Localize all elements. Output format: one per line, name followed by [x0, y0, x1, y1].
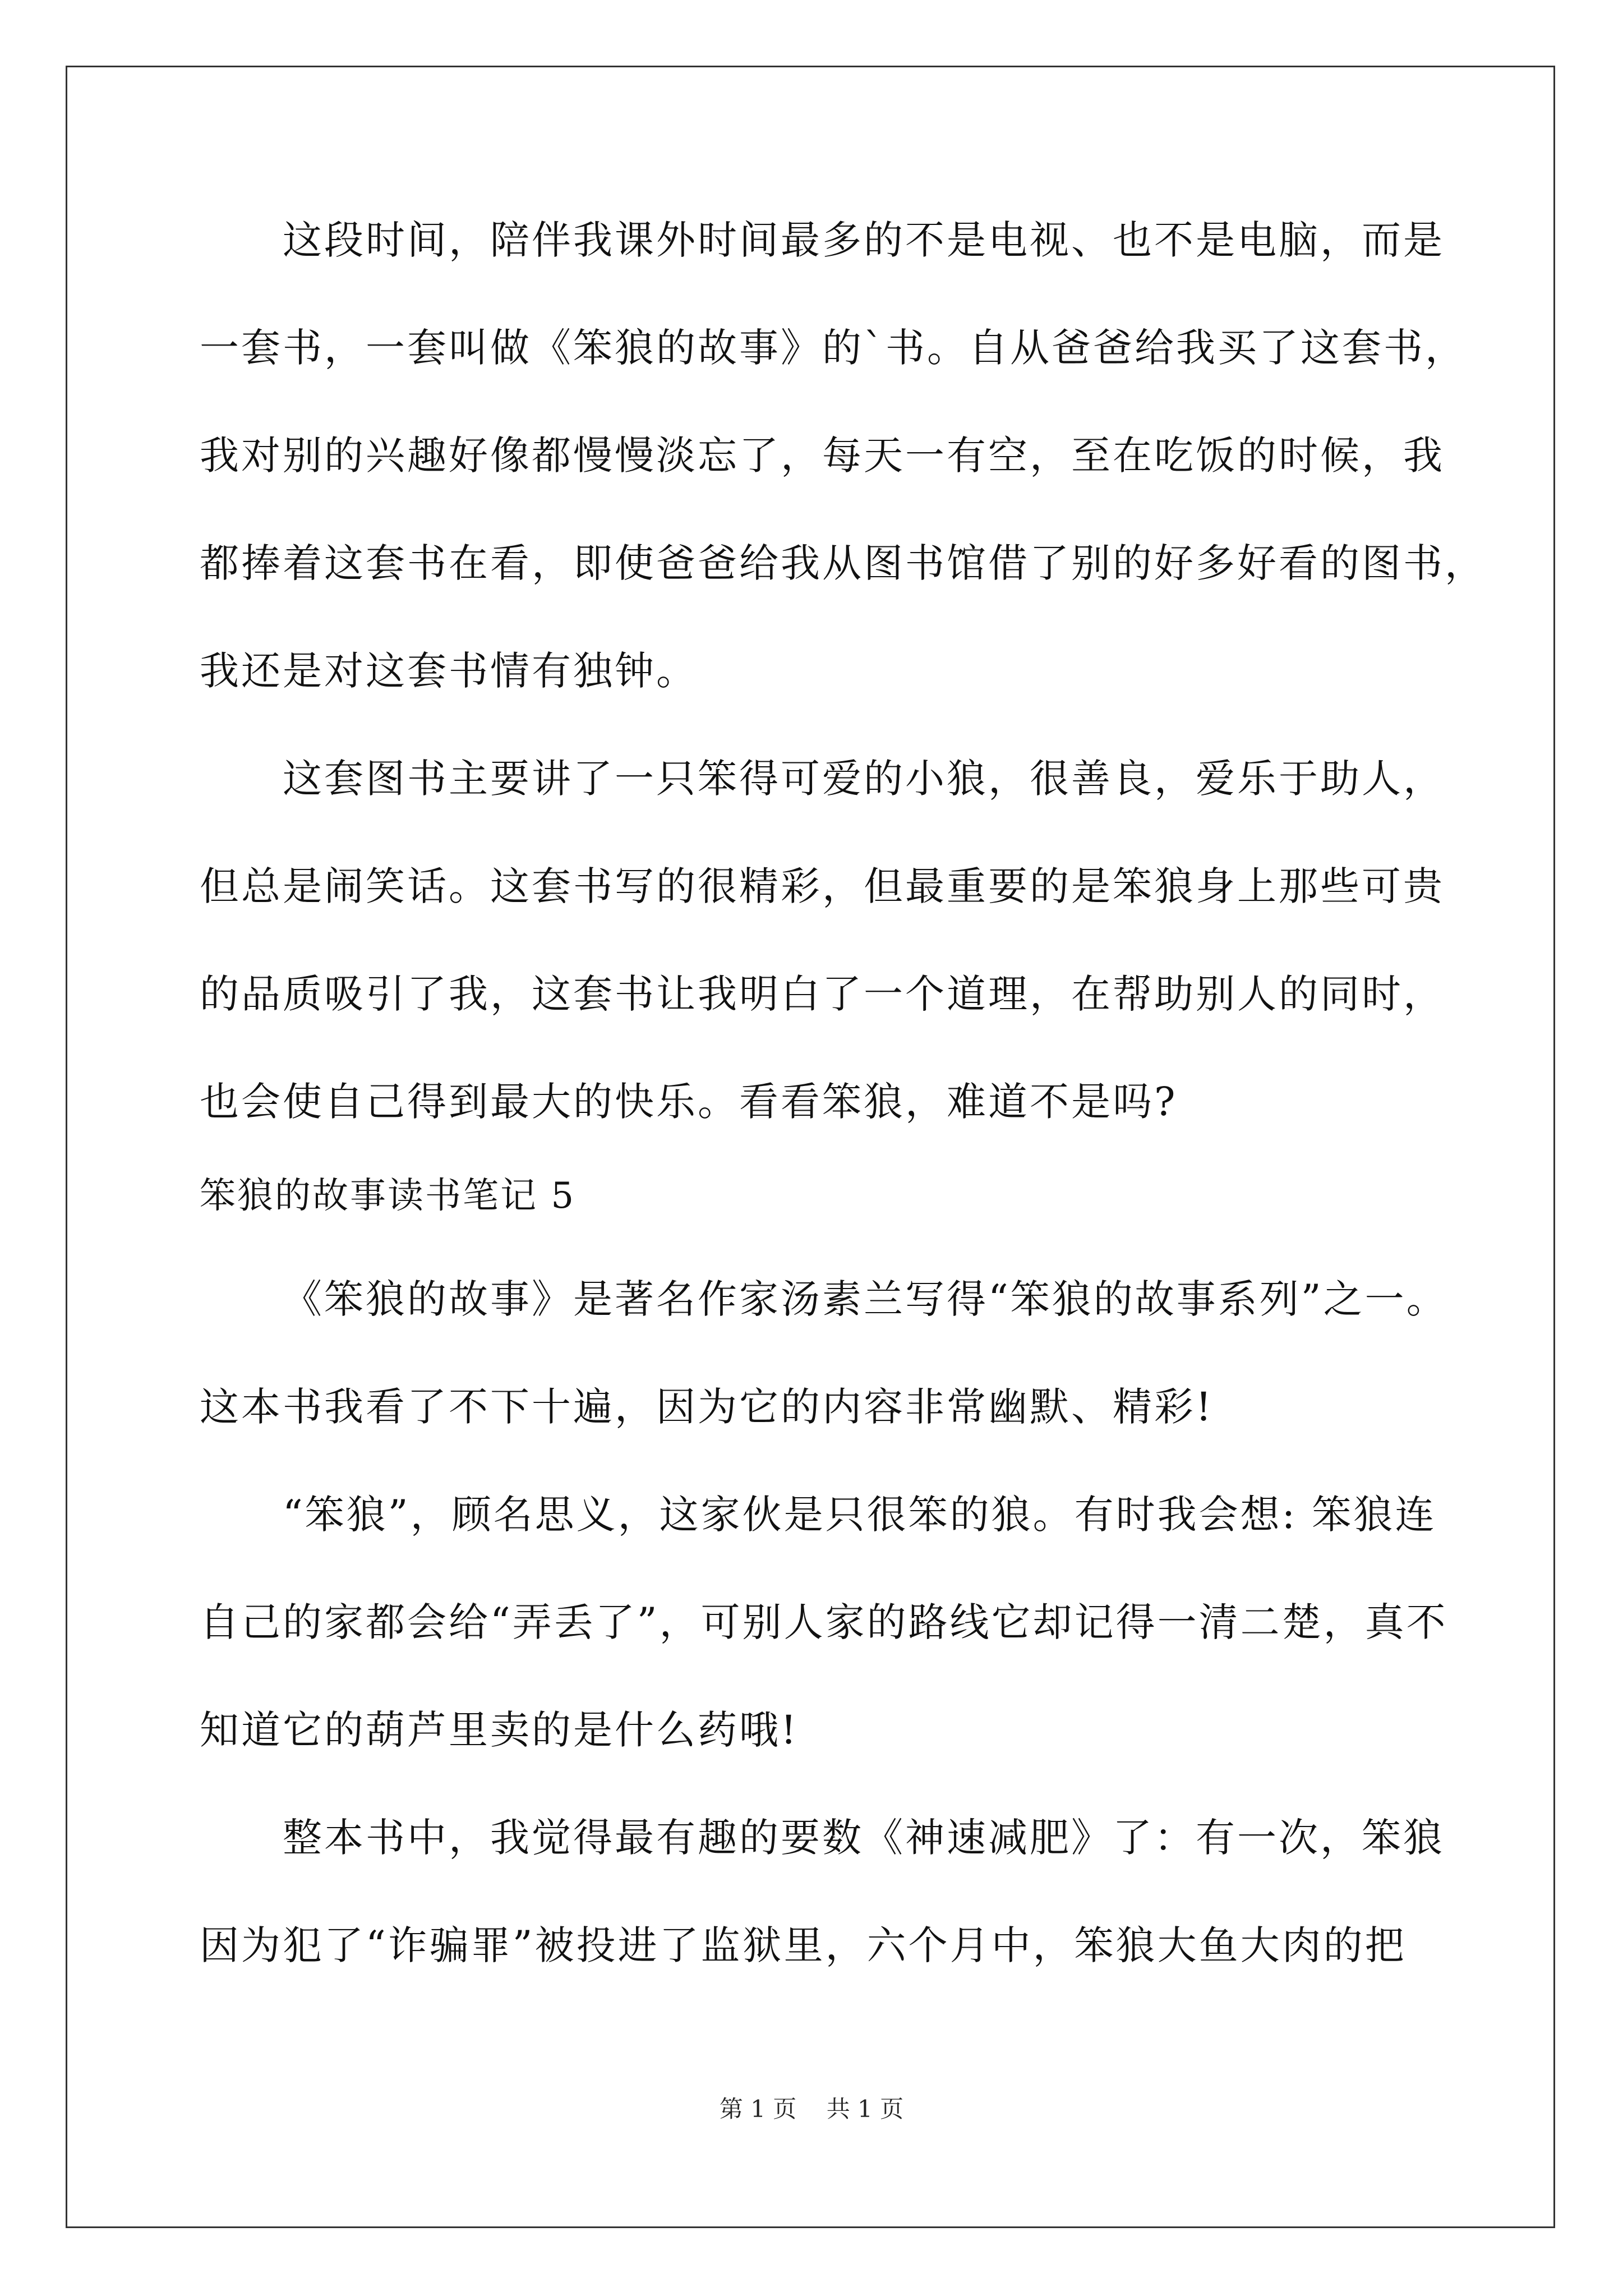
paragraph-line: 这套图书主要讲了一只笨得可爱的小狼，很善良，爱乐于助人，: [283, 756, 1445, 802]
paragraph-line: 因为犯了“诈骗罪”被投进了监狱里，六个月中，笨狼大鱼大肉的把: [200, 1922, 1407, 1968]
paragraph-line: 整本书中，我觉得最有趣的要数《神速减肥》了：有一次，笨狼: [283, 1815, 1445, 1861]
page-border: [66, 66, 1555, 2228]
paragraph-line: 这本书我看了不下十遍，因为它的内容非常幽默、精彩!: [200, 1384, 1214, 1430]
paragraph-line: 都捧着这套书在看，即使爸爸给我从图书馆借了别的好多好看的图书，: [200, 540, 1486, 586]
paragraph-line: 《笨狼的故事》是著名作家汤素兰写得“笨狼的故事系列”之一。: [283, 1276, 1448, 1322]
paragraph-line: “笨狼”，顾名思义，这家伙是只很笨的狼。有时我会想: 笨狼连: [283, 1492, 1437, 1538]
page-number-footer: 第 1 页 共 1 页: [719, 2095, 904, 2123]
paragraph-line: 我对别的兴趣好像都慢慢淡忘了，每天一有空，至在吃饭的时候，我: [200, 432, 1445, 478]
paragraph-line: 我还是对这套书情有独钟。: [200, 648, 698, 694]
paragraph-line: 自己的家都会给“弄丢了”，可别人家的路线它却记得一清二楚，真不: [200, 1599, 1448, 1645]
paragraph-line: 也会使自己得到最大的快乐。看看笨狼，难道不是吗?: [200, 1079, 1178, 1125]
paragraph-line: 一套书，一套叫做《笨狼的故事》的`书。自从爸爸给我买了这套书，: [200, 325, 1467, 371]
paragraph-line: 这段时间，陪伴我课外时间最多的不是电视、也不是电脑，而是: [283, 217, 1445, 263]
section-heading: 笨狼的故事读书笔记 5: [200, 1175, 576, 1217]
paragraph-line: 的品质吸引了我，这套书让我明白了一个道理，在帮助别人的同时，: [200, 971, 1445, 1017]
paragraph-line: 但总是闹笑话。这套书写的很精彩，但最重要的是笨狼身上那些可贵: [200, 863, 1445, 909]
paragraph-line: 知道它的葫芦里卖的是什么药哦!: [200, 1707, 799, 1753]
